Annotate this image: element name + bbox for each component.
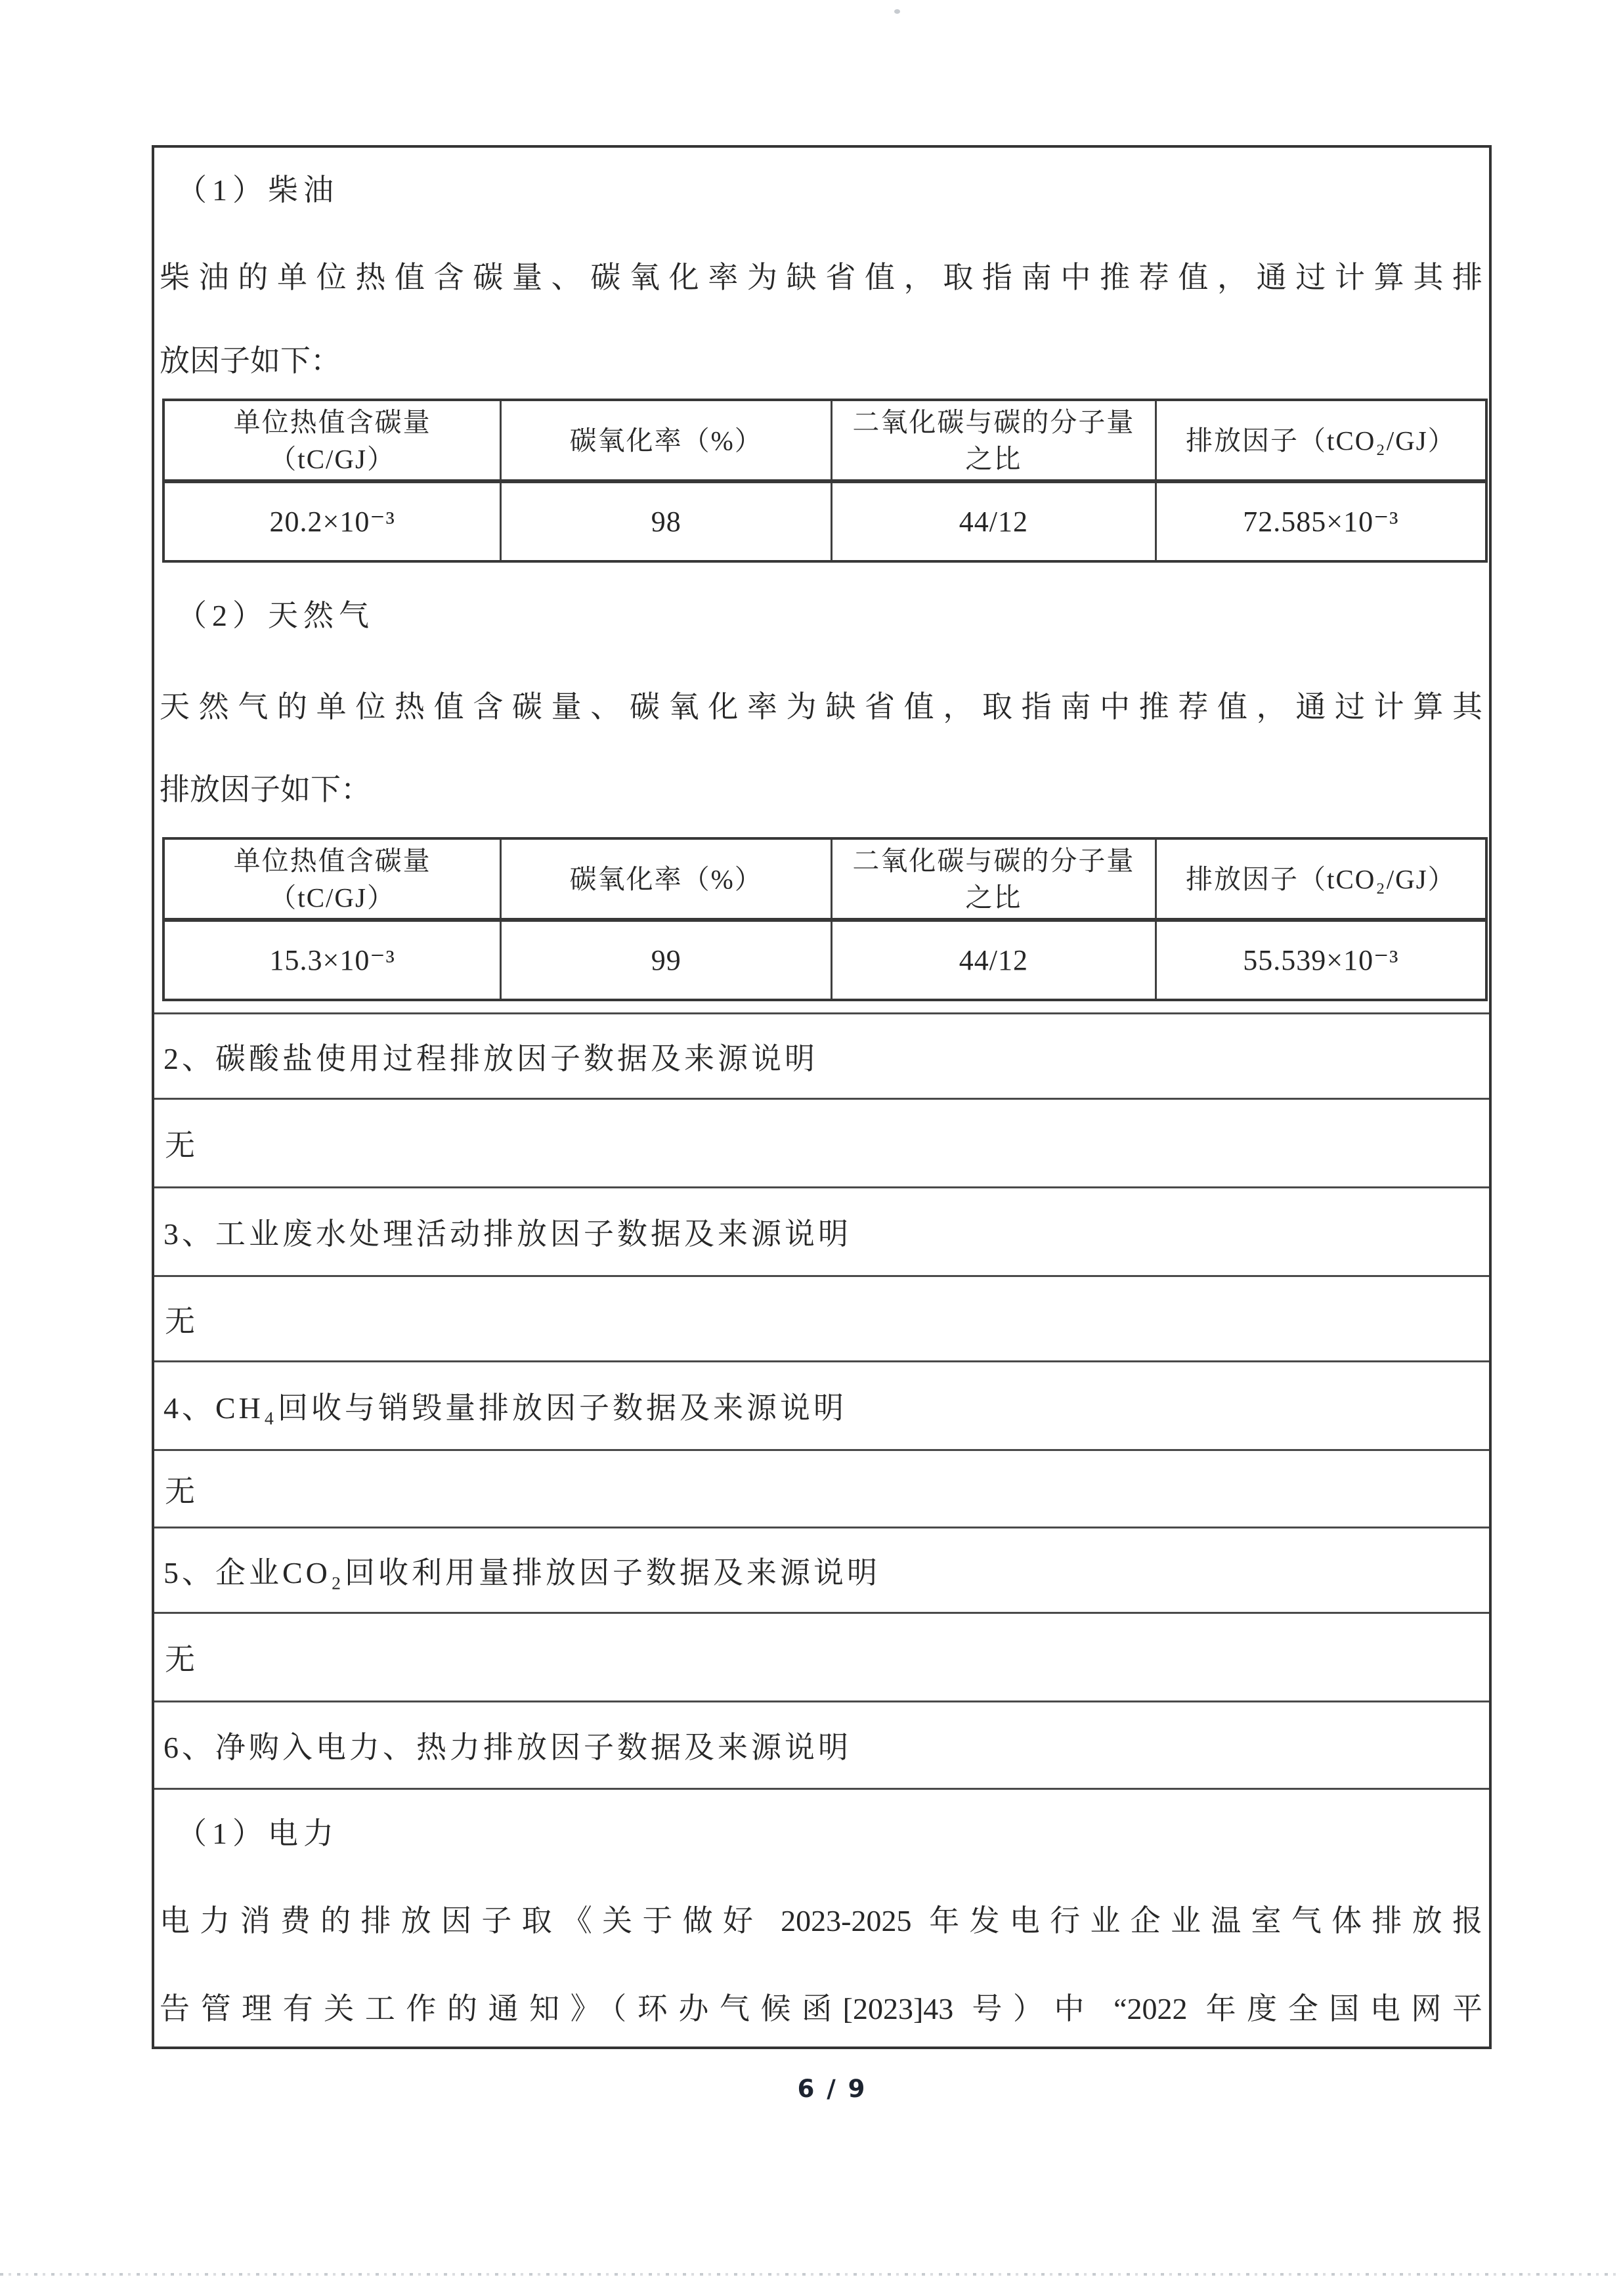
diesel-heading: （1）柴油 [177,173,339,207]
section-wastewater-content: 无 [154,1275,1489,1360]
diesel-emission-factor-value: 72.585×10⁻³ [1156,481,1486,561]
scan-edge-artifact [0,2273,1621,2276]
scan-artifact-dot [894,9,900,14]
header-molecular-ratio: 二氧化碳与碳的分子量 之比 [832,838,1156,920]
electricity-heading: （1）电力 [177,1817,339,1850]
diesel-paragraph-line2: 放因子如下： [160,344,341,378]
fuel-emission-factor-section [154,148,1489,1012]
header-oxidation-rate: 碳氧化率（%） [501,838,832,920]
header-molecular-ratio: 二氧化碳与碳的分子量 之比 [832,400,1156,481]
gas-values-row [163,920,1486,1000]
header-carbon-content: 单位热值含碳量 （tC/GJ） [163,400,501,481]
table-header-row [163,838,1486,920]
diesel-oxidation-rate-value: 98 [501,481,832,561]
gas-emission-factor-table [162,837,1488,1001]
section-wastewater-heading: 3、工业废水处理活动排放因子数据及来源说明 [154,1186,1489,1275]
header-carbon-content: 单位热值含碳量 （tC/GJ） [163,838,501,920]
purchased-power-section [154,1788,1489,2047]
diesel-values-row [163,481,1486,561]
gas-paragraph-line1: 天然气的单位热值含碳量、碳氧化率为缺省值，取指南中推荐值，通过计算其 [160,690,1482,724]
gas-oxidation-rate-value: 99 [501,920,832,1000]
section-purchased-power-heading: 6、净购入电力、热力排放因子数据及来源说明 [154,1700,1489,1788]
section-ch4-content: 无 [154,1449,1489,1527]
gas-paragraph-line2: 排放因子如下： [160,773,371,806]
header-emission-factor: 排放因子（tCO₂/GJ） [1156,400,1486,481]
section-carbonate-heading: 2、碳酸盐使用过程排放因子数据及来源说明 [154,1012,1489,1098]
gas-emission-factor-value: 55.539×10⁻³ [1156,920,1486,1000]
page-number: 6 / 9 [797,2075,867,2103]
section-co2-recovery-content: 无 [154,1612,1489,1700]
diesel-molecular-ratio-value: 44/12 [832,481,1156,561]
electricity-paragraph-line2: 告管理有关工作的通知》（环办气候函[2023]43 号）中 “2022 年度全国电网平 [160,1992,1482,2025]
section-co2-recovery-heading: 5、企业CO₂回收利用量排放因子数据及来源说明 [154,1527,1489,1612]
section-carbonate-content: 无 [154,1098,1489,1186]
header-oxidation-rate: 碳氧化率（%） [501,400,832,481]
report-table-frame [152,145,1492,2049]
section-ch4-heading: 4、CH₄回收与销毁量排放因子数据及来源说明 [154,1360,1489,1449]
table-header-row [163,400,1486,481]
diesel-carbon-content-value: 20.2×10⁻³ [269,506,395,538]
diesel-emission-factor-table [162,399,1488,563]
diesel-paragraph-line1: 柴油的单位热值含碳量、碳氧化率为缺省值，取指南中推荐值，通过计算其排 [160,261,1482,294]
gas-heading: （2）天然气 [177,599,374,632]
header-emission-factor: 排放因子（tCO₂/GJ） [1156,838,1486,920]
gas-carbon-content-value: 15.3×10⁻³ [269,944,395,976]
electricity-paragraph-line1: 电力消费的排放因子取《关于做好 2023-2025 年发电行业企业温室气体排放报 [160,1904,1482,1938]
gas-molecular-ratio-value: 44/12 [832,920,1156,1000]
